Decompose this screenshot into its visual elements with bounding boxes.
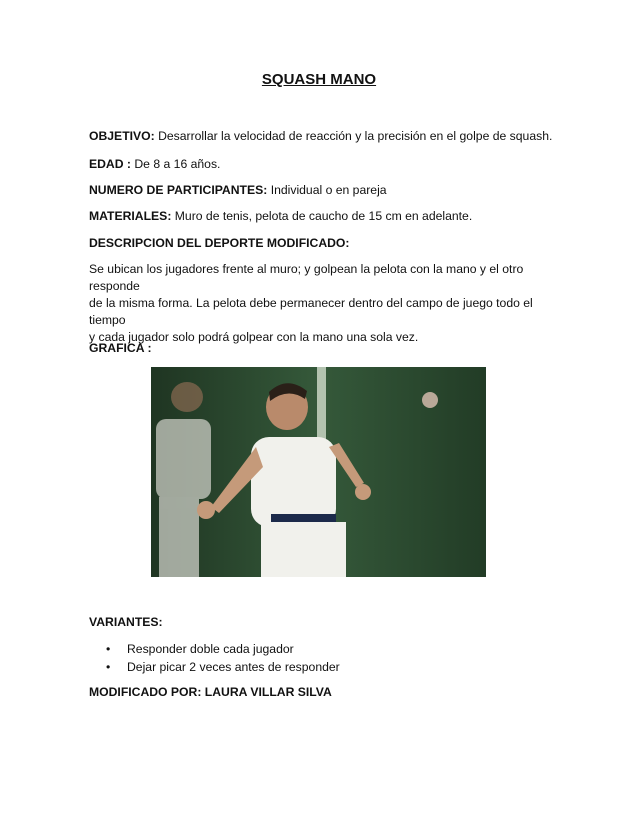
objetivo-label: OBJETIVO: — [89, 129, 155, 143]
list-item: • Dejar picar 2 veces antes de responder — [106, 660, 340, 674]
modificado-label: MODIFICADO POR: LAURA VILLAR SILVA — [89, 685, 332, 699]
objetivo-line — [89, 129, 552, 143]
photo-two-boys-playing-icon — [151, 367, 486, 577]
squash-photo — [151, 367, 486, 577]
participantes-text: Individual o en pareja — [267, 183, 387, 197]
modificado-line — [89, 685, 332, 699]
edad-label: EDAD : — [89, 157, 131, 171]
bullet-icon: • — [106, 660, 111, 674]
bullet-icon: • — [106, 642, 111, 656]
edad-text: De 8 a 16 años. — [130, 157, 221, 171]
descripcion-label: DESCRIPCION DEL DEPORTE MODIFICADO: — [89, 236, 350, 250]
variantes-label: VARIANTES: — [89, 615, 163, 629]
variantes-heading — [89, 615, 163, 629]
descripcion-paragraph — [89, 261, 559, 346]
objetivo-text: Desarrollar la velocidad de reacción y la precisión en el golpe de squash. — [154, 129, 553, 143]
materiales-text: Muro de tenis, pelota de caucho de 15 cm en adelante. — [171, 209, 473, 223]
grafica-label: GRAFICA : — [89, 341, 152, 355]
descripcion-heading — [89, 236, 349, 250]
document-title: SQUASH MANO — [261, 71, 377, 88]
participantes-label: NUMERO DE PARTICIPANTES: — [89, 183, 268, 197]
participantes-line — [89, 183, 387, 197]
materiales-label: MATERIALES: — [89, 209, 172, 223]
edad-line — [89, 157, 220, 171]
descripcion-line-1: Se ubican los jugadores frente al muro; y golpean la pelota con la mano y el otro responde — [89, 262, 524, 293]
descripcion-line-3: y cada jugador solo podrá golpear con la mano una sola vez. — [89, 330, 419, 344]
list-item: • Responder doble cada jugador — [106, 642, 294, 656]
materiales-line — [89, 209, 472, 223]
grafica-heading — [89, 341, 152, 355]
variantes-list — [104, 640, 340, 676]
descripcion-line-2: de la misma forma. La pelota debe permanecer dentro del campo de juego todo el tiempo — [89, 296, 533, 327]
